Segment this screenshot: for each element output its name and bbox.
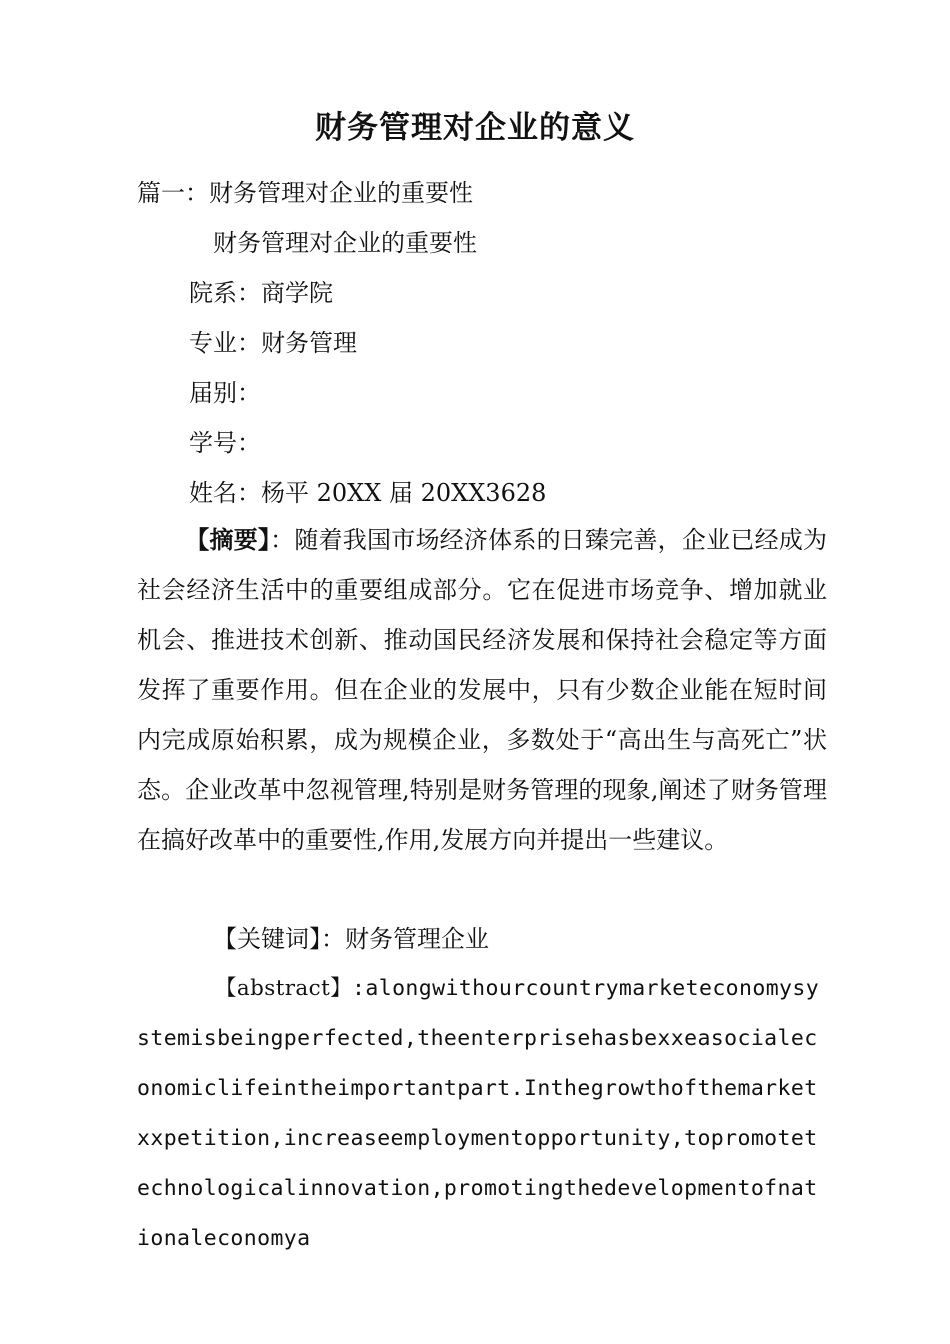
field-major: 专业：财务管理 [189, 329, 357, 357]
field-student-id: 学号： [189, 429, 261, 457]
keywords-text: ：财务管理企业 [321, 925, 489, 953]
keywords-line [213, 924, 489, 954]
english-abstract-label: 【abstract】 [215, 976, 353, 1001]
english-abstract-paragraph [137, 964, 827, 1264]
keywords-label: 【关键词】 [213, 925, 321, 953]
section-heading: 篇一：财务管理对企业的重要性 [137, 179, 473, 207]
document-title: 财务管理对企业的意义 [315, 110, 635, 146]
abstract-label: 【摘要】 [185, 525, 271, 554]
field-name: 姓名：杨平 20XX 届 20XX3628 [189, 479, 547, 507]
field-department: 院系：商学院 [189, 279, 333, 307]
english-abstract-text: :alongwithourcountrymarketeconomysystemisbeingperfected,theenterprisehasbexxeasocialeconomiclifeintheimportantpart.Inthegrowthofthemarketxxpetition,increaseemploymentopportunity,topromotetechnologicalinnovation,promotingthedevelopmentofnationaleconomya [137, 976, 820, 1251]
abstract-paragraph [137, 515, 827, 865]
subtitle: 财务管理对企业的重要性 [213, 229, 477, 257]
field-class-year: 届别： [189, 379, 261, 407]
abstract-text: ：随着我国市场经济体系的日臻完善，企业已经成为社会经济生活中的重要组成部分。它在促进市场竞争、增加就业机会、推进技术创新、推动国民经济发展和保持社会稳定等方面发挥了重要作用。但在企业的发展中，只有少数企业能在短时间内完成原始积累，成为规模企业，多数处于“高出生与高死亡”状态。企业改革中忽视管理,特别是财务管理的现象,阐述了财务管理在搞好改革中的重要性,作用,发展方向并提出一些建议。 [137, 526, 828, 854]
